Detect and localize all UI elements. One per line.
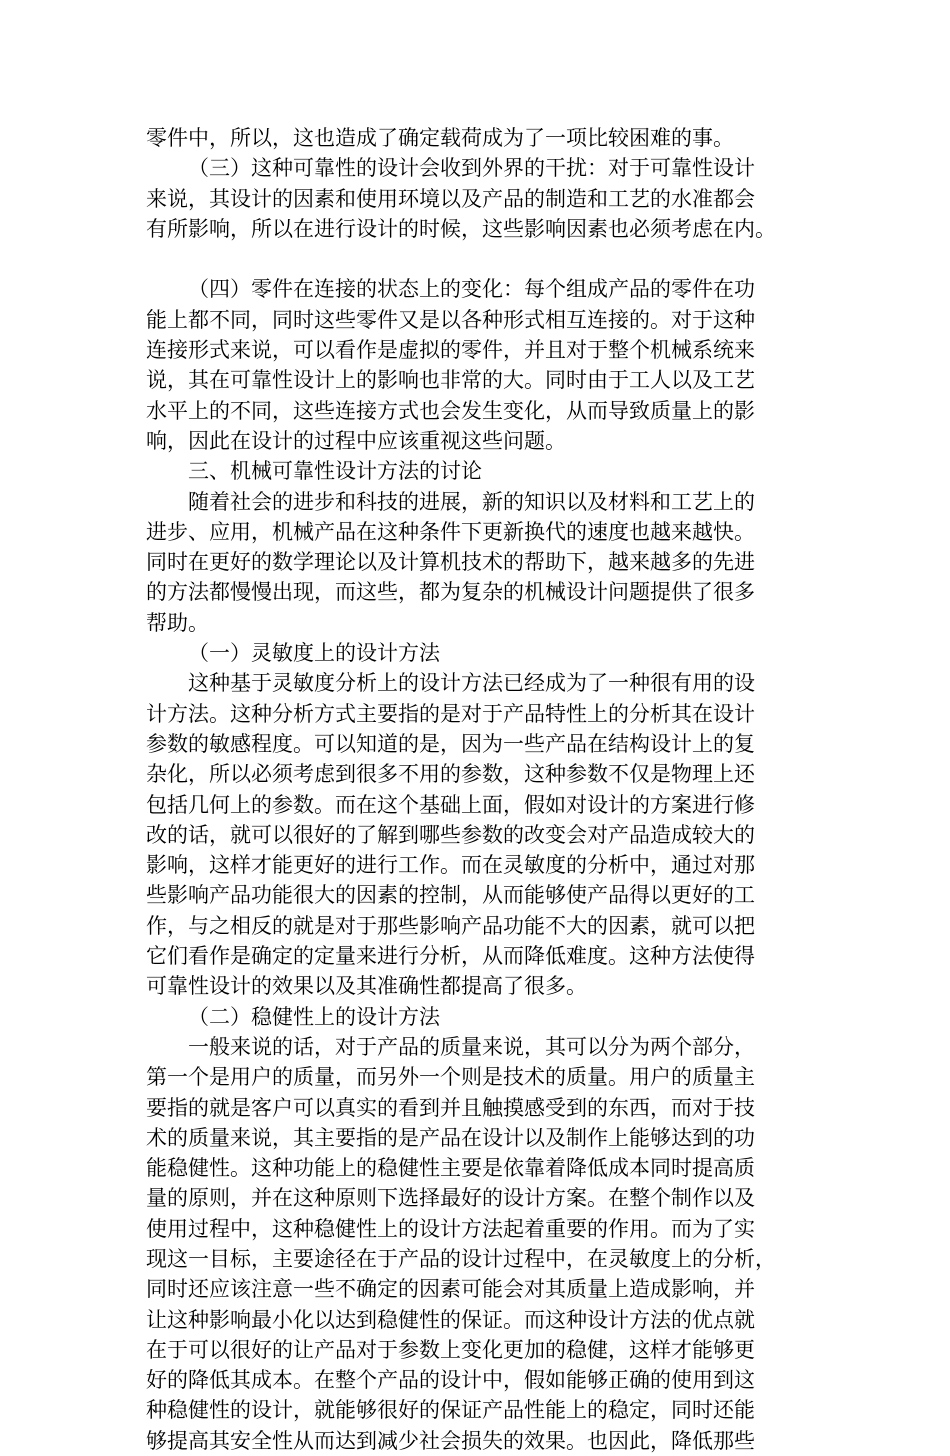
text-line: （四）零件在连接的状态上的变化：每个组成产品的零件在功 (188, 277, 755, 302)
text-line: 来说，其设计的因素和使用环境以及产品的制造和工艺的水准都会 (146, 186, 755, 211)
text-line: 说，其在可靠性设计上的影响也非常的大。同时由于工人以及工艺 (146, 368, 755, 393)
body-text (146, 123, 811, 1456)
text-line: 的方法都慢慢出现，而这些，都为复杂的机械设计问题提供了很多 (146, 580, 755, 605)
text-line: 第一个是用户的质量，而另外一个则是技术的质量。用户的质量主 (146, 1065, 755, 1090)
section-heading: 三、机械可靠性设计方法的讨论 (188, 459, 482, 484)
text-line: 一般来说的话，对于产品的质量来说，其可以分为两个部分， (188, 1034, 755, 1059)
text-line: 量的原则，并在这种原则下选择最好的设计方案。在整个制作以及 (146, 1186, 755, 1211)
text-line: 计方法。这种分析方式主要指的是对于产品特性上的分析其在设计 (146, 701, 755, 726)
text-line: 术的质量来说，其主要指的是产品在设计以及制作上能够达到的功 (146, 1125, 755, 1150)
text-line: 水平上的不同，这些连接方式也会发生变化，从而导致质量上的影 (146, 398, 755, 423)
subsection-heading: （一）灵敏度上的设计方法 (188, 641, 440, 666)
text-line: 这种基于灵敏度分析上的设计方法已经成为了一种很有用的设 (188, 671, 755, 696)
text-line: 好的降低其成本。在整个产品的设计中，假如能够正确的使用到这 (146, 1368, 755, 1393)
text-line: 要指的就是客户可以真实的看到并且触摸感受到的东西，而对于技 (146, 1095, 755, 1120)
text-line: 影响，这样才能更好的进行工作。而在灵敏度的分析中，通过对那 (146, 853, 755, 878)
text-line: 在于可以很好的让产品对于参数上变化更加的稳健，这样才能够更 (146, 1337, 755, 1362)
text-line: 进步、应用，机械产品在这种条件下更新换代的速度也越来越快。 (146, 519, 755, 544)
text-line: 使用过程中，这种稳健性上的设计方法起着重要的作用。而为了实 (146, 1216, 755, 1241)
text-line: 随着社会的进步和科技的进展，新的知识以及材料和工艺上的 (188, 489, 755, 514)
text-line: 有所影响，所以在进行设计的时候，这些影响因素也必须考虑在内。 (146, 216, 776, 241)
text-line: 帮助。 (146, 610, 209, 635)
text-line: 杂化，所以必须考虑到很多不用的参数，这种参数不仅是物理上还 (146, 762, 755, 787)
text-line: 同时在更好的数学理论以及计算机技术的帮助下，越来越多的先进 (146, 550, 755, 575)
text-line: 改的话，就可以很好的了解到哪些参数的改变会对产品造成较大的 (146, 822, 755, 847)
text-line: 够提高其安全性从而达到减少社会损失的效果。也因此，降低那些 (146, 1428, 755, 1453)
text-line: 它们看作是确定的定量来进行分析，从而降低难度。这种方法使得 (146, 944, 755, 969)
text-line: 种稳健性的设计，就能够很好的保证产品性能上的稳定，同时还能 (146, 1398, 755, 1423)
text-line: 同时还应该注意一些不确定的因素可能会对其质量上造成影响，并 (146, 1277, 755, 1302)
text-line: 参数的敏感程度。可以知道的是，因为一些产品在结构设计上的复 (146, 731, 755, 756)
text-line: 能稳健性。这种功能上的稳健性主要是依靠着降低成本同时提高质 (146, 1156, 755, 1181)
subsection-heading: （二）稳健性上的设计方法 (188, 1004, 440, 1029)
blank-line (146, 244, 811, 274)
text-line: 连接形式来说，可以看作是虚拟的零件，并且对于整个机械系统来 (146, 338, 755, 363)
text-line: 现这一目标，主要途径在于产品的设计过程中，在灵敏度上的分析， (146, 1246, 776, 1271)
text-line: 响，因此在设计的过程中应该重视这些问题。 (146, 428, 566, 453)
text-line: 作，与之相反的就是对于那些影响产品功能不大的因素，就可以把 (146, 913, 755, 938)
text-line: （三）这种可靠性的设计会收到外界的干扰：对于可靠性设计 (188, 156, 755, 181)
text-line: 包括几何上的参数。而在这个基础上面，假如对设计的方案进行修 (146, 792, 755, 817)
text-line: 些影响产品功能很大的因素的控制，从而能够使产品得以更好的工 (146, 883, 755, 908)
text-line: 可靠性设计的效果以及其准确性都提高了很多。 (146, 974, 587, 999)
text-line: 让这种影响最小化以达到稳健性的保证。而这种设计方法的优点就 (146, 1307, 755, 1332)
text-line: 零件中，所以，这也造成了确定载荷成为了一项比较困难的事。 (146, 126, 734, 150)
text-line: 能上都不同，同时这些零件又是以各种形式相互连接的。对于这种 (146, 307, 755, 332)
